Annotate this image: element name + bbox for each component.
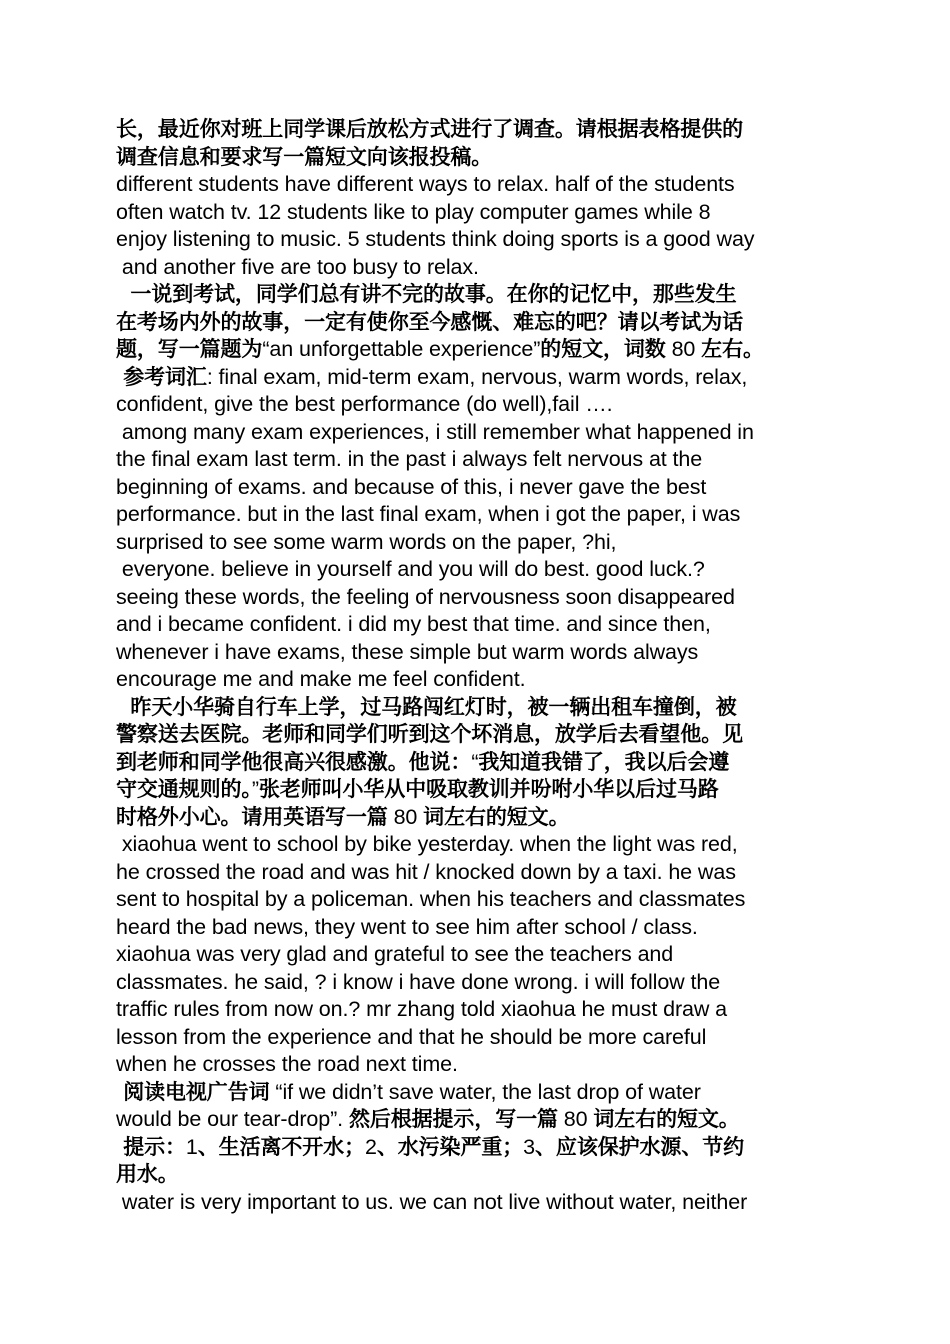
chinese-text-segment: 词左右的短文。 <box>593 1107 740 1131</box>
text-line <box>116 639 846 667</box>
english-text-segment: 80 <box>557 1107 594 1131</box>
chinese-text-segment: 左右。 <box>701 337 764 361</box>
english-text-segment: : final exam, mid-term exam, nervous, warm words, relax, <box>206 364 748 389</box>
chinese-text-segment: 调查信息和要求写一篇短文向该报投稿。 <box>116 144 493 169</box>
english-text-segment: “an unforgettable experience” <box>262 337 541 361</box>
text-line <box>116 446 846 474</box>
english-text-segment: when he crosses the road next time. <box>116 1052 458 1076</box>
chinese-text-segment: 的短文，词数 <box>540 337 666 361</box>
text-line <box>116 1079 846 1107</box>
english-text-segment: 3 <box>523 1134 536 1159</box>
chinese-text-segment: 参考词汇 <box>116 364 207 389</box>
chinese-text-segment: 用水。 <box>116 1162 179 1186</box>
english-text-segment: sent to hospital by a policeman. when his teachers and classmates <box>116 887 746 911</box>
english-text-segment: 80 <box>665 337 702 361</box>
text-line <box>116 1161 846 1189</box>
chinese-text-segment: 张老师叫小华从中吸取教训并吩咐小华以后过马路 <box>258 777 719 801</box>
chinese-text-segment: 题，写一篇题为 <box>116 337 263 361</box>
english-text-segment: “if we didn’t save water, the last drop of water <box>269 1079 701 1104</box>
text-line <box>116 831 846 859</box>
english-text-segment: everyone. believe in yourself and you will do best. good luck.? <box>116 557 705 581</box>
english-text-segment: and i became confident. i did my best that time. and since then, <box>116 612 711 636</box>
text-line <box>116 996 846 1024</box>
text-line <box>116 199 846 227</box>
english-text-segment: 1 <box>185 1134 198 1159</box>
text-line <box>116 116 846 144</box>
text-line <box>116 859 846 887</box>
text-line <box>116 1189 846 1217</box>
text-line <box>116 474 846 502</box>
chinese-text-segment: 长，最近你对班上同学课后放松方式进行了调查。请根据表格提供的 <box>116 117 743 141</box>
chinese-text-segment: 守交通规则的。 <box>116 777 252 801</box>
english-text-segment: seeing these words, the feeling of nervousness soon disappeared <box>116 584 735 609</box>
text-line <box>116 1024 846 1052</box>
text-line <box>116 309 846 337</box>
text-line <box>116 721 846 749</box>
english-text-segment: classmates. he said, ? i know i have done wrong. i will follow the <box>116 969 721 994</box>
text-line <box>116 584 846 612</box>
chinese-text-segment: 、水污染严重； <box>376 1134 524 1159</box>
chinese-text-segment: 时格外小心。请用英语写一篇 <box>116 804 388 829</box>
english-text-segment: often watch tv. 12 students like to play computer games while 8 <box>116 199 711 224</box>
chinese-text-segment: 阅读电视广告词 <box>116 1079 270 1104</box>
text-line <box>116 556 846 584</box>
text-line <box>116 1106 846 1134</box>
text-line <box>116 419 846 447</box>
english-text-segment: the final exam last term. in the past i always felt nervous at the <box>116 447 703 471</box>
english-text-segment: and another five are too busy to relax. <box>116 254 479 279</box>
chinese-text-segment: 在考场内外的故事，一定有使你至今感慨、难忘的吧？请以考试为话 <box>116 309 743 334</box>
text-line <box>116 1051 846 1079</box>
text-line <box>116 611 846 639</box>
text-line <box>116 804 846 832</box>
text-line <box>116 171 846 199</box>
chinese-text-segment: 词左右的短文。 <box>423 804 570 829</box>
english-text-segment: “ <box>471 749 479 774</box>
chinese-text-segment: 警察送去医院。老师和同学们听到这个坏消息，放学后去看望他。见 <box>116 722 743 746</box>
text-line <box>116 886 846 914</box>
chinese-text-segment: 到老师和同学他很高兴很感激。他说： <box>116 749 472 774</box>
text-line <box>116 666 846 694</box>
text-line <box>116 776 846 804</box>
english-text-segment: would be our tear-drop”. <box>116 1107 349 1131</box>
english-text-segment: confident, give the best performance (do well),fail …. <box>116 392 613 416</box>
chinese-text-segment: 一说到考试，同学们总有讲不完的故事。在你的记忆中，那些发生 <box>116 282 737 306</box>
english-text-segment: encourage me and make me feel confident. <box>116 667 526 691</box>
text-line <box>116 1134 846 1162</box>
text-line <box>116 254 846 282</box>
english-text-segment: ” <box>251 777 259 801</box>
text-line <box>116 501 846 529</box>
english-text-segment: beginning of exams. and because of this, i never gave the best <box>116 474 707 499</box>
english-text-segment: xiaohua went to school by bike yesterday. when the light was red, <box>116 832 738 856</box>
text-line <box>116 941 846 969</box>
english-text-segment: 2 <box>364 1134 377 1159</box>
english-text-segment: among many exam experiences, i still remember what happened in <box>116 419 754 444</box>
text-line <box>116 969 846 997</box>
document-body <box>116 116 846 1216</box>
english-text-segment: enjoy listening to music. 5 students think doing sports is a good way <box>116 227 755 251</box>
text-line <box>116 336 846 364</box>
chinese-text-segment: 提示： <box>116 1134 186 1159</box>
text-line <box>116 281 846 309</box>
text-line <box>116 694 846 722</box>
english-text-segment: performance. but in the last final exam, when i got the paper, i was <box>116 502 741 526</box>
text-line <box>116 749 846 777</box>
chinese-text-segment: 然后根据提示，写一篇 <box>348 1107 558 1131</box>
english-text-segment: lesson from the experience and that he should be more careful <box>116 1024 707 1049</box>
chinese-text-segment: 我知道我错了，我以后会遵 <box>478 749 730 774</box>
english-text-segment: traffic rules from now on.? mr zhang told xiaohua he must draw a <box>116 997 728 1021</box>
chinese-text-segment: 、生活离不开水； <box>197 1134 365 1159</box>
english-text-segment: he crossed the road and was hit / knocked down by a taxi. he was <box>116 859 736 884</box>
chinese-text-segment: 、应该保护水源、节约 <box>535 1134 745 1159</box>
english-text-segment: heard the bad news, they went to see him after school / class. <box>116 914 698 939</box>
text-line <box>116 364 846 392</box>
text-line <box>116 226 846 254</box>
text-line <box>116 529 846 557</box>
english-text-segment: xiaohua was very glad and grateful to see the teachers and <box>116 942 674 966</box>
text-line <box>116 144 846 172</box>
english-text-segment: 80 <box>387 804 424 829</box>
english-text-segment: surprised to see some warm words on the paper, ?hi, <box>116 529 617 554</box>
english-text-segment: whenever i have exams, these simple but warm words always <box>116 639 699 664</box>
text-line <box>116 391 846 419</box>
chinese-text-segment: 昨天小华骑自行车上学，过马路闯红灯时，被一辆出租车撞倒，被 <box>116 694 737 719</box>
english-text-segment: different students have different ways to relax. half of the students <box>116 172 735 196</box>
text-line <box>116 914 846 942</box>
english-text-segment: water is very important to us. we can not live without water, neither <box>116 1189 748 1214</box>
